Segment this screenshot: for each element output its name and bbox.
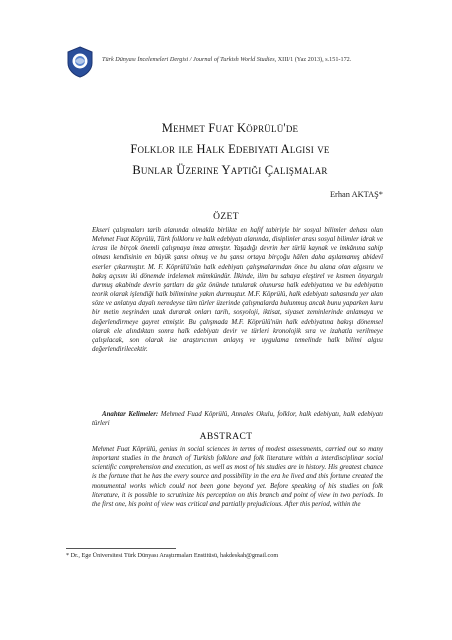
journal-logo-icon: [66, 46, 94, 78]
author-name: Erhan AKTAŞ*: [329, 190, 383, 199]
abstract-heading: ABSTRACT: [199, 432, 253, 442]
title-line-3: Bunlar Üzerine Yaptığı Çalışmalar: [132, 163, 328, 177]
ozet-heading: ÖZET: [213, 212, 239, 222]
title-line-2: Folklor ile Halk Edebiyatı Algısı ve: [130, 142, 330, 156]
keywords-text: Mehmed Fuad Köprülü, Annales Okulu, folklor, halk edebiyatı, halk edebiyatı türleri: [92, 411, 384, 428]
ozet-paragraph: Ekseri çalışmaları tarih alanında olmakla birlikte en hafif tabiriyle bir sosyal bilimler dehası olan Mehmet Fuat Köprülü, Türk folkloru ve halk edebiyatı alanında, disiplinler arası sosyal bilimler idrak ve icrası ile birçok önemli çalışmaya imza atmıştır. Yaşadığı devrin her türlü kaynak ve imkânına sahip olması kendisinin en büyük şansı olmuş ve bu şansı ortaya birçoğu hâlen daha aşılamamış abidevî eserler çıkarmıştır. M. F. Köprülü'nün halk edebiyatı çalışmalarından önce bu alana olan algısını ve bakış açısını iki dönemde irdelemek mümkündür. İlkinde, ilim bu sahaya eleştirel ve kısmen önyargılı durmuş akabinde devrin şartları da göz önünde tutularak olunursa halk edebiyatına ve bu edebiyatın teorik olarak işlendiği halk biliminine yakın durmuştur. M.F. Köprülü, halk edebiyatı sahasında yer alan söze ve anlatıya dayalı neredeyse tüm türler üzerinde çalışmalarda bulunmuş ancak bunu yaparken kuru bir metin neşrinden uzak durarak onları tarih, sosyoloji, iktisat, siyaset zeminlerinde anlamaya ve değerlendirmeye gayret etmiştir. Bu çalışmada M.F. Köprülü'nün halk edebiyatına bakışı dönemsel olarak ele alındıktan sonra halk edebiyatı devir ve türleri kronolojik sıra ve izahatla verilmeye çalışılacak, son olarak ise araştırıcının anlayış ve uygulama temelinde halk bilimi algısı değerlendirilecektir.: [92, 227, 383, 354]
author-footnote: * Dr., Ege Üniversitesi Türk Dünyası Araştırmaları Enstitüsü, hakdeskah@gmail.com: [66, 552, 279, 559]
abstract-paragraph: Mehmet Fuat Köprülü, genius in social sciences in terms of modest assessments, carried out so many important studies in the branch of Turkish folklore and folk literature within a interdisciplinar social scientific comprehension and execution, as well as most of his studies are in history. His greatest chance is the fortune that he has the every source and possibility in the era he lived and this fortune created the monumental works which could not been gone beyond yet. Before speaking of his studies on folk literature, it is possible to scrutinize his perception on this branch and point of view in two periods. In the first one, his point of view was critical and partially prejudicious. After this period, within the: [92, 446, 383, 508]
article-title: [80, 118, 380, 181]
footnote-divider: [66, 548, 176, 549]
keywords: [92, 410, 383, 428]
journal-name: Türk Dünyası İncelemeleri Dergisi / Journal of Turkish World Studies,: [102, 56, 277, 63]
title-line-1: Mehmet Fuat Köprülü'de: [161, 121, 299, 135]
journal-issue: XIII/1 (Yaz 2013), s.151-172.: [276, 56, 352, 63]
keywords-label: Anahtar Kelimeler:: [102, 411, 159, 418]
journal-citation: [102, 56, 402, 63]
